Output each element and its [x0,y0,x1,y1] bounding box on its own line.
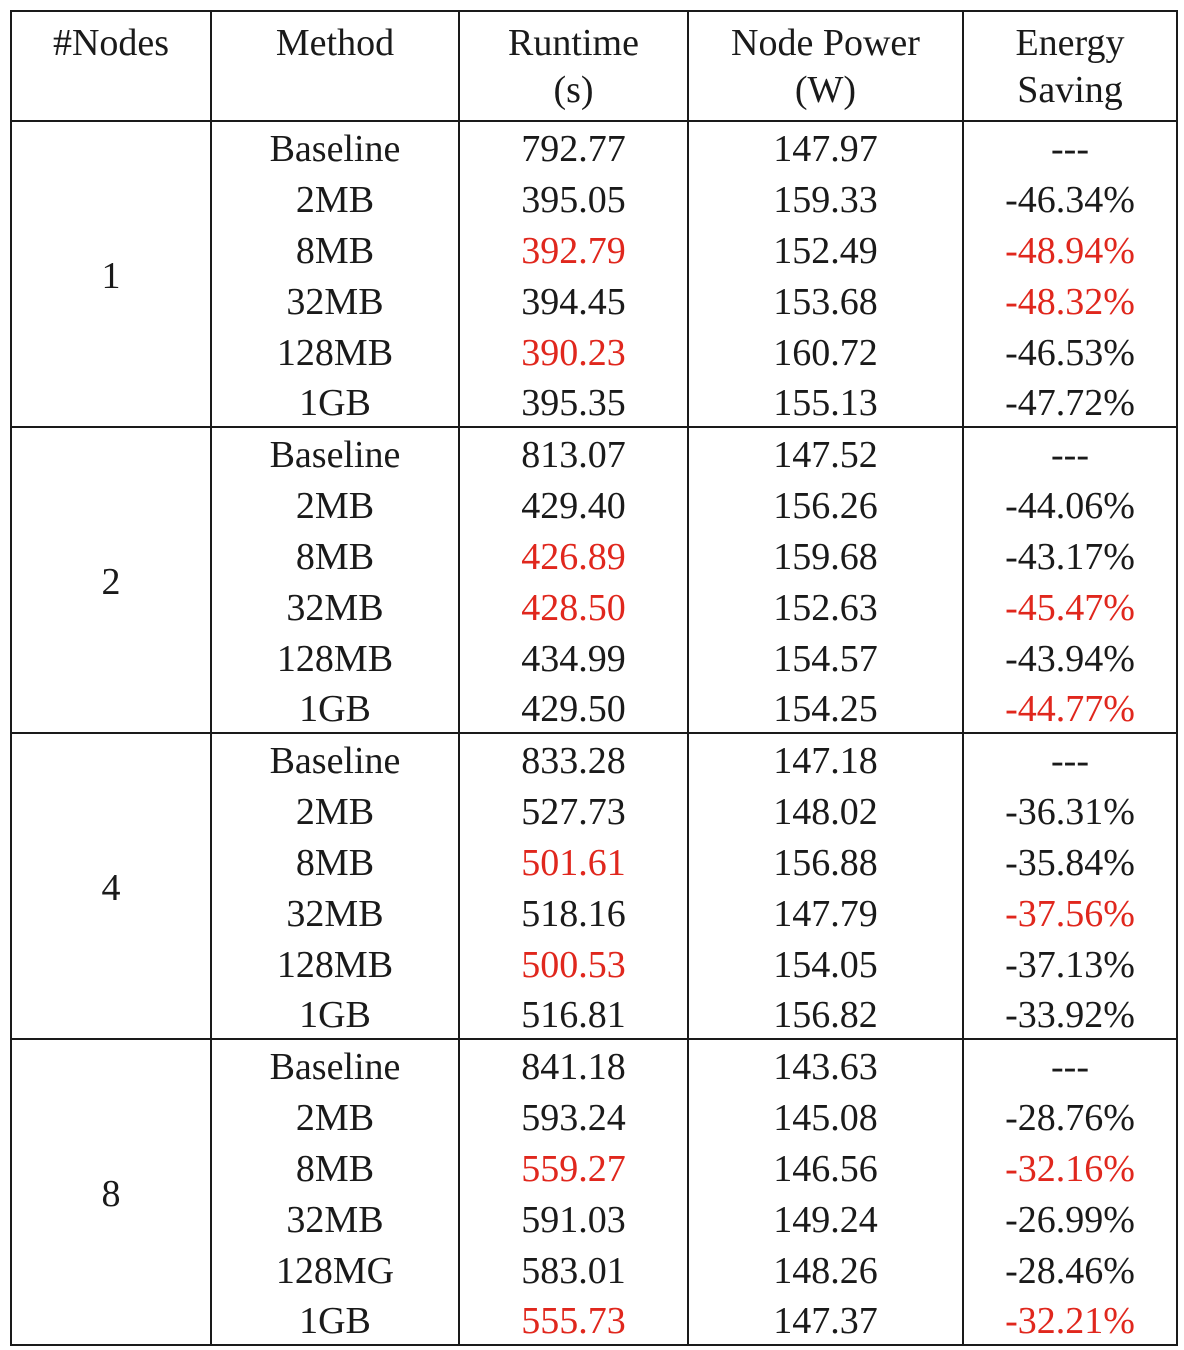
node-power-cell: 154.25 [688,682,963,733]
energy-saving-cell: --- [963,427,1177,478]
node-power-cell: 154.57 [688,631,963,682]
energy-saving-cell: -48.94% [963,223,1177,274]
header-node-power-line-1: Node Power [731,22,920,64]
nodes-cell: 1 [11,121,211,427]
method-cell: 1GB [211,1294,459,1345]
runtime-cell: 434.99 [459,631,688,682]
node-power-cell: 145.08 [688,1090,963,1141]
header-energy-saving-line-1: Energy [1015,22,1125,64]
energy-saving-cell: -46.53% [963,325,1177,376]
energy-saving-cell: --- [963,733,1177,784]
energy-saving-cell: -48.32% [963,274,1177,325]
node-power-cell: 149.24 [688,1192,963,1243]
node-power-cell: 155.13 [688,376,963,427]
runtime-cell: 390.23 [459,325,688,376]
method-cell: 32MB [211,1192,459,1243]
header-row [11,11,1177,121]
node-power-cell: 156.26 [688,478,963,529]
runtime-cell: 518.16 [459,886,688,937]
runtime-cell: 813.07 [459,427,688,478]
energy-saving-cell: -43.17% [963,529,1177,580]
nodes-cell: 2 [11,427,211,733]
header-runtime-line-1: Runtime [508,22,639,64]
runtime-cell: 501.61 [459,835,688,886]
node-power-cell: 147.18 [688,733,963,784]
energy-saving-cell: -37.13% [963,937,1177,988]
energy-saving-cell: -37.56% [963,886,1177,937]
node-power-cell: 148.02 [688,784,963,835]
method-cell: 32MB [211,580,459,631]
runtime-cell: 555.73 [459,1294,688,1345]
energy-saving-cell: -43.94% [963,631,1177,682]
header-node-power [688,11,963,121]
table-row [11,121,1177,172]
node-power-cell: 147.97 [688,121,963,172]
runtime-cell: 559.27 [459,1141,688,1192]
method-cell: 2MB [211,478,459,529]
node-power-cell: 159.33 [688,172,963,223]
header-runtime-line-2: (s) [553,69,594,112]
runtime-cell: 792.77 [459,121,688,172]
method-cell: Baseline [211,427,459,478]
node-power-cell: 148.26 [688,1243,963,1294]
method-cell: 1GB [211,682,459,733]
results-table [10,10,1178,1346]
node-power-cell: 146.56 [688,1141,963,1192]
node-power-cell: 154.05 [688,937,963,988]
node-power-cell: 153.68 [688,274,963,325]
energy-saving-cell: -33.92% [963,988,1177,1039]
method-cell: 8MB [211,529,459,580]
header-nodes [11,11,211,121]
method-cell: 8MB [211,835,459,886]
runtime-cell: 428.50 [459,580,688,631]
node-power-cell: 147.52 [688,427,963,478]
node-power-cell: 156.82 [688,988,963,1039]
energy-saving-cell: -46.34% [963,172,1177,223]
runtime-cell: 426.89 [459,529,688,580]
method-cell: Baseline [211,1039,459,1090]
method-cell: 1GB [211,376,459,427]
method-cell: 32MB [211,274,459,325]
method-cell: 2MB [211,784,459,835]
table-row [11,1039,1177,1090]
table-body [11,121,1177,1345]
header-runtime [459,11,688,121]
node-power-cell: 152.63 [688,580,963,631]
node-power-cell: 143.63 [688,1039,963,1090]
method-cell: 128MB [211,937,459,988]
method-cell: 2MB [211,1090,459,1141]
table-row [11,427,1177,478]
runtime-cell: 395.35 [459,376,688,427]
nodes-cell: 8 [11,1039,211,1345]
node-power-cell: 159.68 [688,529,963,580]
energy-saving-cell: --- [963,1039,1177,1090]
energy-saving-cell: -45.47% [963,580,1177,631]
energy-saving-cell: -36.31% [963,784,1177,835]
runtime-cell: 392.79 [459,223,688,274]
runtime-cell: 593.24 [459,1090,688,1141]
header-method [211,11,459,121]
runtime-cell: 429.50 [459,682,688,733]
energy-saving-cell: -32.16% [963,1141,1177,1192]
method-cell: 128MB [211,631,459,682]
header-method-line-1: Method [275,22,395,64]
header-nodes-line-1: #Nodes [52,22,170,64]
method-cell: 2MB [211,172,459,223]
energy-saving-cell: -35.84% [963,835,1177,886]
energy-saving-cell: -44.06% [963,478,1177,529]
runtime-cell: 583.01 [459,1243,688,1294]
method-cell: 1GB [211,988,459,1039]
header-node-power-line-2: (W) [794,69,857,112]
node-power-cell: 147.37 [688,1294,963,1345]
nodes-cell: 4 [11,733,211,1039]
runtime-cell: 527.73 [459,784,688,835]
method-cell: 128MG [211,1243,459,1294]
method-cell: 8MB [211,223,459,274]
method-cell: Baseline [211,733,459,784]
runtime-cell: 841.18 [459,1039,688,1090]
method-cell: 8MB [211,1141,459,1192]
method-cell: 128MB [211,325,459,376]
runtime-cell: 516.81 [459,988,688,1039]
energy-saving-cell: -32.21% [963,1294,1177,1345]
energy-saving-cell: -28.46% [963,1243,1177,1294]
energy-saving-cell: -44.77% [963,682,1177,733]
runtime-cell: 591.03 [459,1192,688,1243]
energy-saving-cell: -26.99% [963,1192,1177,1243]
runtime-cell: 500.53 [459,937,688,988]
runtime-cell: 429.40 [459,478,688,529]
node-power-cell: 147.79 [688,886,963,937]
header-energy-saving [963,11,1177,121]
runtime-cell: 394.45 [459,274,688,325]
node-power-cell: 156.88 [688,835,963,886]
table-header [11,11,1177,121]
energy-saving-cell: -47.72% [963,376,1177,427]
node-power-cell: 160.72 [688,325,963,376]
runtime-cell: 833.28 [459,733,688,784]
header-energy-saving-line-2: Saving [1017,69,1123,112]
table-row [11,733,1177,784]
method-cell: 32MB [211,886,459,937]
node-power-cell: 152.49 [688,223,963,274]
energy-saving-cell: -28.76% [963,1090,1177,1141]
method-cell: Baseline [211,121,459,172]
energy-saving-cell: --- [963,121,1177,172]
runtime-cell: 395.05 [459,172,688,223]
